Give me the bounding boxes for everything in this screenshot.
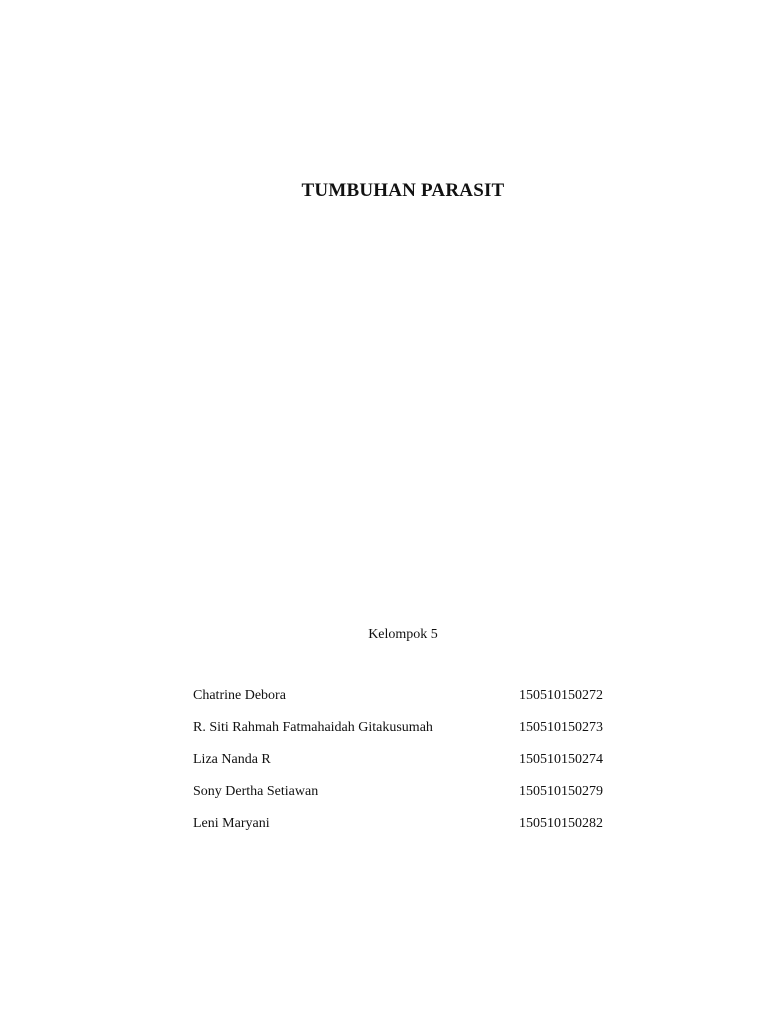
member-student-id: 150510150272: [519, 688, 603, 703]
member-row: [193, 814, 623, 834]
member-student-id: 150510150282: [519, 816, 603, 831]
member-row: [193, 686, 623, 706]
member-row: [193, 718, 623, 738]
document-title: TUMBUHAN PARASIT: [301, 180, 505, 201]
member-name: Leni Maryani: [193, 816, 270, 831]
member-name: Sony Dertha Setiawan: [193, 784, 319, 799]
member-student-id: 150510150274: [519, 752, 603, 767]
member-name: Liza Nanda R: [193, 752, 271, 767]
member-row: [193, 750, 623, 770]
group-label: Kelompok 5: [368, 627, 438, 642]
member-list: [193, 686, 623, 834]
member-student-id: 150510150279: [519, 784, 603, 799]
member-name: R. Siti Rahmah Fatmahaidah Gitakusumah: [193, 720, 433, 735]
member-name: Chatrine Debora: [193, 688, 286, 703]
member-student-id: 150510150273: [519, 720, 603, 735]
member-row: [193, 782, 623, 802]
